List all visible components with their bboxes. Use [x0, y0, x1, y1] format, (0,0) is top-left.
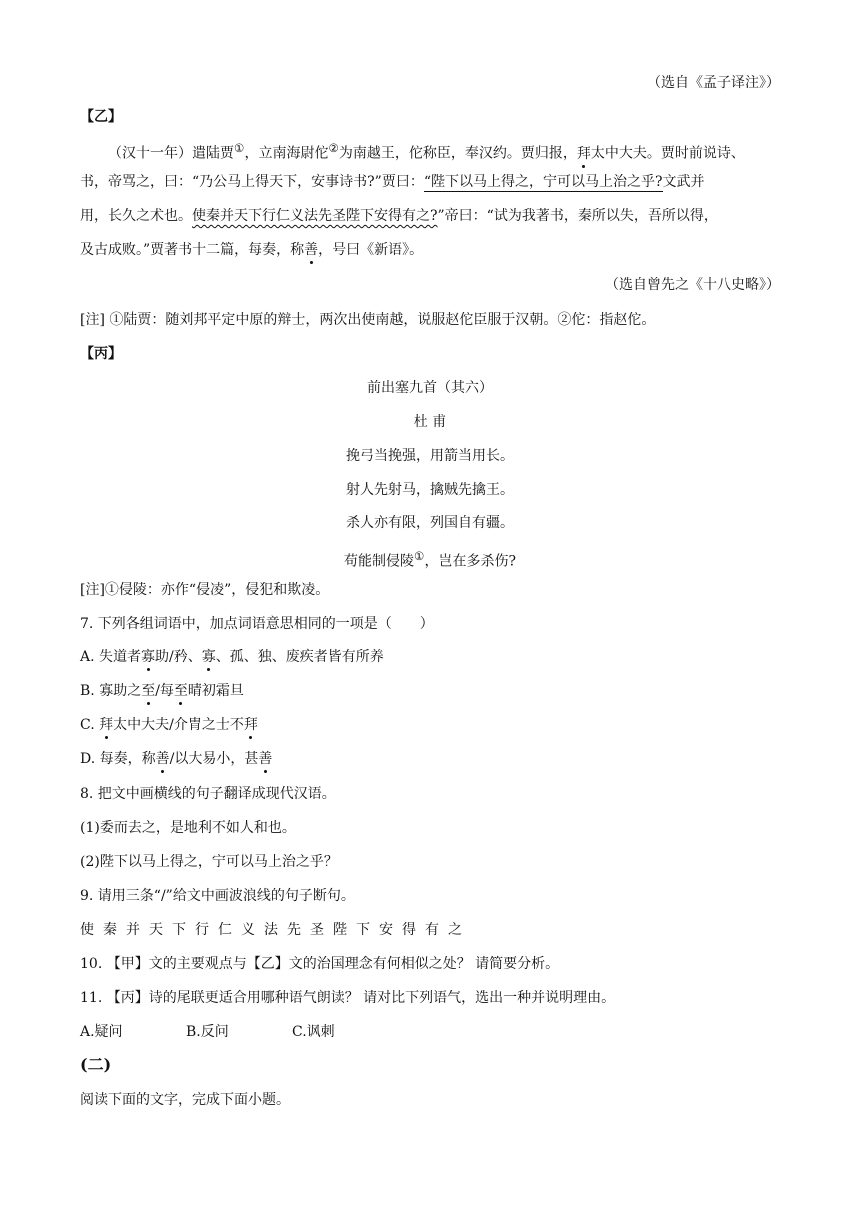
section-label-yi: 【乙】	[80, 109, 122, 125]
question-9-stem: 9. 请用三条“/”给文中画波浪线的句子断句。	[80, 888, 355, 904]
question-7-option-a: A. 失道者寡助/矜、寡、孤、独、废疾者皆有所养	[80, 649, 384, 665]
poem-title: 前出塞九首（其六）	[367, 380, 493, 396]
question-7-option-c: C. 拜太中大夫/介胄之士不拜	[80, 717, 258, 733]
source-shibashilue: （选自曾先之《十八史略》）	[605, 277, 780, 293]
underlined-sentence: “陛下以马上得之，宁可以马上治之乎?	[423, 174, 663, 190]
question-7-option-d: D. 每奏，称善/以大易小，甚善	[80, 751, 273, 767]
question-9-sentence: 使秦并天下行仁义法先圣陛下安得有之	[80, 922, 471, 938]
poem-line-3: 杀人亦有限，列国自有疆。	[346, 515, 514, 531]
yi-text-line-2: 书，帝骂之，曰：“乃公马上得天下，安事诗书?”贾曰：“陛下以马上得之，宁可以马上治之乎?文武并	[80, 174, 705, 190]
poem-author: 杜 甫	[413, 414, 447, 430]
yi-note: [注] ①陆贾：随刘邦平定中原的辩士，两次出使南越，说服赵佗臣服于汉朝。②佗：指赵佗。	[80, 312, 656, 328]
section-2-label: (二)	[80, 1055, 112, 1074]
yi-text-line-4: 及古成败。”贾著书十二篇，每奏，称善，号曰《新语》。	[80, 242, 424, 258]
option-c: C.讽刺	[292, 1024, 335, 1040]
emphasis-dot-shan: 善	[304, 242, 319, 258]
wavy-underlined-sentence: 使秦并天下行仁义法先圣陛下安得有之?	[192, 208, 438, 224]
question-7-stem: 7. 下列各组词语中，加点词语意思相同的一项是（ ）	[80, 616, 434, 632]
emphasis-dot-bai: 拜	[576, 145, 591, 162]
option-b: B.反问	[186, 1024, 229, 1040]
question-11-stem: 11. 【丙】诗的尾联更适合用哪种语气朗读？ 请对比下列语气，选出一种并说明理由。	[80, 990, 616, 1006]
option-a: A.疑问	[80, 1024, 123, 1040]
question-11-options	[80, 1022, 335, 1042]
question-8-sentence-2: (2)陛下以马上得之，宁可以马上治之乎？	[80, 854, 338, 870]
poem-line-2: 射人先射马，擒贼先擒王。	[346, 482, 514, 498]
question-7-option-b: B. 寡助之至/每至晴初霜旦	[80, 683, 244, 699]
source-mengzi: （选自《孟子译注》）	[647, 75, 780, 91]
bing-note: [注]①侵陵：亦作“侵凌”，侵犯和欺凌。	[80, 582, 330, 598]
question-10-stem: 10. 【甲】文的主要观点与【乙】文的治国理念有何相似之处？ 请简要分析。	[80, 956, 560, 972]
question-8-sentence-1: (1)委而去之，是地利不如人和也。	[80, 820, 296, 836]
question-8-stem: 8. 把文中画横线的句子翻译成现代汉语。	[80, 786, 336, 802]
poem-line-4: 苟能制侵陵①，岂在多杀伤?	[344, 549, 516, 570]
section-2-instruction: 阅读下面的文字，完成下面小题。	[80, 1092, 290, 1108]
yi-text-line-3: 用，长久之术也。使秦并天下行仁义法先圣陛下安得有之?”帝曰：“试为我著书，秦所以失，吾所以得，	[80, 208, 718, 224]
section-label-bing: 【丙】	[80, 346, 122, 362]
poem-line-1: 挽弓当挽强，用箭当用长。	[346, 448, 514, 464]
yi-text-line-1: （汉十一年）遣陆贾①，立南海尉佗②为南越王，佗称臣，奉汉约。贾归报，拜太中大夫。贾时前说诗、	[108, 141, 745, 162]
